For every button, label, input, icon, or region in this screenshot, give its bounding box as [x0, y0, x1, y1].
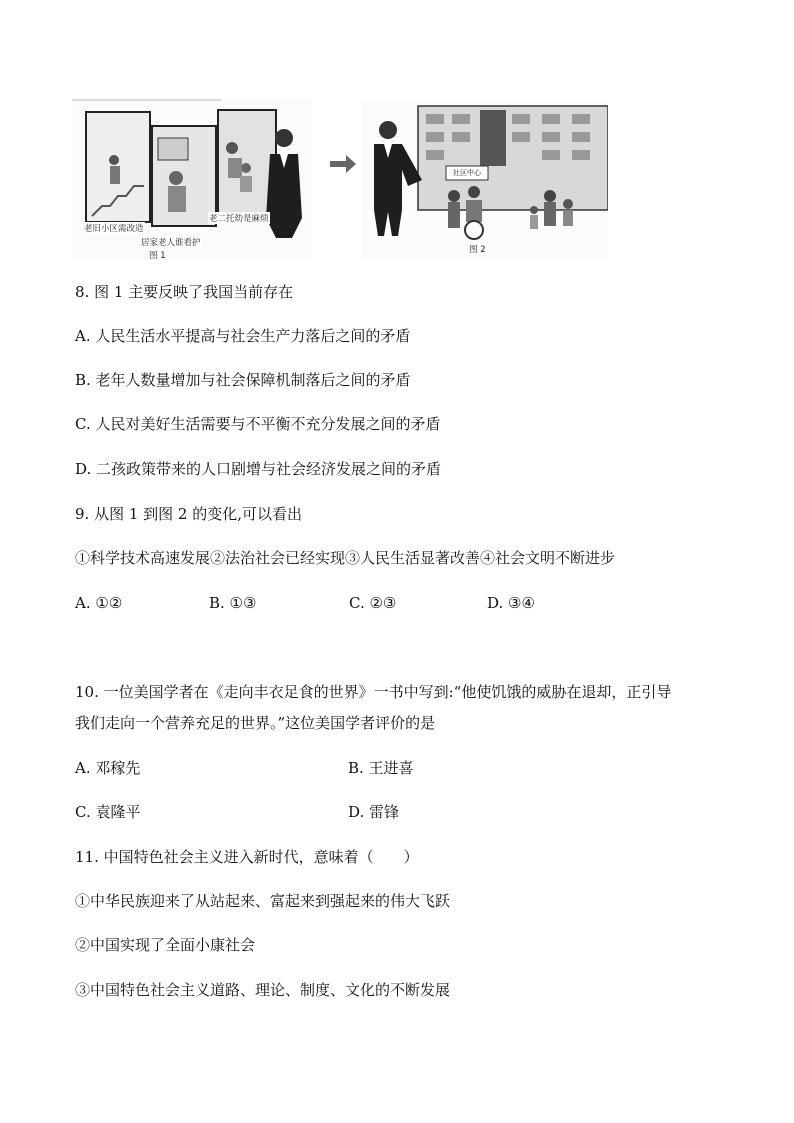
question-8-option-b: B. 老年人数量增加与社会保障机制落后之间的矛盾: [75, 371, 411, 389]
fig1-label-childcare: 老二托幼是麻烦: [209, 214, 269, 224]
fig1-label-old-community: 老旧小区需改造: [84, 224, 144, 234]
question-11-stem: 11. 中国特色社会主义进入新时代，意味着（ ）: [75, 848, 419, 866]
question-9-statements: ①科学技术高速发展②法治社会已经实现③人民生活显著改善④社会文明不断进步: [75, 549, 616, 567]
question-9-option-d: D. ③④: [487, 594, 535, 612]
question-8-option-c: C. 人民对美好生活需要与不平衡不充分发展之间的矛盾: [75, 415, 441, 433]
figure-2-cartoon: [362, 100, 608, 260]
question-11-statement-1: ①中华民族迎来了从站起来、富起来到强起来的伟大飞跃: [75, 892, 451, 910]
question-9-option-a: A. ①②: [75, 594, 123, 612]
fig2-caption: 图 2: [469, 245, 486, 255]
question-8-option-d: D. 二孩政策带来的人口剧增与社会经济发展之间的矛盾: [75, 460, 442, 478]
question-10-option-d: D. 雷锋: [348, 803, 400, 821]
question-11-statement-3: ③中国特色社会主义道路、理论、制度、文化的不断发展: [75, 981, 451, 999]
question-10-option-b: B. 王进喜: [348, 759, 414, 777]
question-10-stem-line1: 10. 一位美国学者在《走向丰衣足食的世界》一书中写到:“他使饥饿的威胁在退却，正引导: [75, 683, 672, 701]
fig2-sign: 社区中心: [453, 169, 481, 177]
question-11-statement-2: ②中国实现了全面小康社会: [75, 936, 256, 954]
question-9-option-b: B. ①③: [209, 594, 257, 612]
question-8-stem: 8. 图 1 主要反映了我国当前存在: [75, 283, 294, 301]
question-8-option-a: A. 人民生活水平提高与社会生产力落后之间的矛盾: [75, 327, 411, 345]
arrow-right-icon: [330, 155, 356, 173]
question-10-option-a: A. 邓稼先: [75, 759, 141, 777]
question-9-stem: 9. 从图 1 到图 2 的变化,可以看出: [75, 505, 303, 523]
fig1-caption: 图 1: [149, 251, 166, 261]
fig1-label-elderly-care: 居家老人谁看护: [141, 238, 201, 248]
question-10-stem-line2: 我们走向一个营养充足的世界。”这位美国学者评价的是: [75, 714, 436, 732]
question-9-option-c: C. ②③: [349, 594, 397, 612]
question-10-option-c: C. 袁隆平: [75, 803, 141, 821]
